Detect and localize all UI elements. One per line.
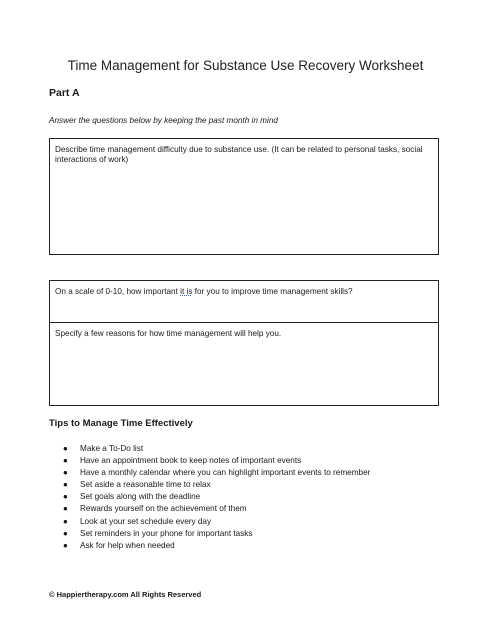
- tip-text: Ask for help when needed: [80, 540, 175, 550]
- tip-list-item: [63, 455, 370, 467]
- tip-text: Set reminders in your phone for important tasks: [80, 528, 253, 538]
- question-reasons: Specify a few reasons for how time management will help you.: [55, 329, 282, 338]
- bullet-icon: ●: [63, 480, 68, 490]
- page-title: Time Management for Substance Use Recovery Worksheet: [67, 58, 424, 73]
- bullet-icon: ●: [63, 516, 68, 526]
- question-importance-prefix: On a scale of 0-10, how important: [55, 287, 181, 296]
- tip-list-item: [63, 467, 370, 479]
- answer-box-time-management-difficulty[interactable]: [49, 138, 439, 255]
- part-a-instruction: Answer the questions below by keeping the past month in mind: [49, 116, 278, 125]
- bullet-icon: ●: [63, 492, 68, 502]
- tip-list-item: [63, 540, 370, 552]
- question-time-management-difficulty: Describe time management difficulty due to substance use. (It can be related to personal tasks, social interactions of work): [55, 145, 423, 164]
- tip-list-item: [63, 443, 370, 455]
- footer-copyright: © Happiertherapy.com All Rights Reserved: [49, 590, 202, 599]
- tip-text: Have an appointment book to keep notes of important events: [80, 456, 302, 466]
- tip-text: Make a To-Do list: [80, 444, 144, 453]
- tips-heading: Tips to Manage Time Effectively: [49, 418, 193, 429]
- bullet-icon: ●: [63, 444, 68, 453]
- tip-list-item: [63, 528, 370, 540]
- bullet-icon: ●: [63, 504, 68, 514]
- bullet-icon: ●: [63, 468, 68, 478]
- question-importance-suffix: for you to improve time management skills?: [192, 287, 353, 296]
- tip-text: Rewards yourself on the achievement of them: [80, 504, 247, 514]
- bullet-icon: ●: [63, 540, 68, 550]
- bullet-icon: ●: [63, 528, 68, 538]
- tip-text: Set goals along with the deadline: [80, 492, 201, 502]
- question-importance-it-is: it is: [180, 287, 193, 296]
- question-importance-scale: [50, 281, 438, 297]
- bullet-icon: ●: [63, 456, 68, 466]
- tip-text: Look at your set schedule every day: [80, 516, 212, 526]
- answer-box-reasons[interactable]: [49, 322, 439, 406]
- tip-text: Have a monthly calendar where you can highlight important events to remember: [80, 468, 371, 478]
- answer-box-importance-scale[interactable]: [49, 280, 439, 323]
- tip-list-item: [63, 516, 370, 528]
- tip-list-item: [63, 503, 370, 515]
- part-a-heading: Part A: [49, 87, 80, 99]
- tip-list-item: [63, 491, 370, 503]
- tip-text: Set aside a reasonable time to relax: [80, 480, 211, 490]
- tip-list-item: [63, 479, 370, 491]
- tips-list: [63, 443, 370, 552]
